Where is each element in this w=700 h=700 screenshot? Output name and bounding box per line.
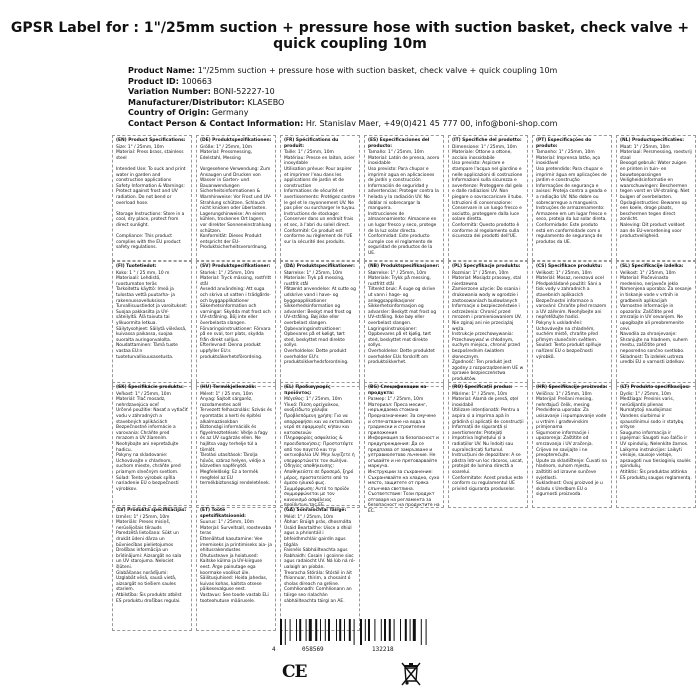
barcode-bar xyxy=(349,619,351,641)
spec-block-heading: (IT) Specifiche del prodotto: xyxy=(452,138,522,143)
info-value: Hr. Stanislav Maer, +49(0)421 45 777 00, info@boni-shop.com xyxy=(305,118,558,128)
barcode-bar xyxy=(365,619,366,641)
spec-block-body: Dimensione: 1" / 25mm, 10m Materiale: Ottone a ottone, acciaio inossidabile Uso previsto: Aspirare e stampare l'acqua nel giardino e nelle applicazioni di costruzione Informazioni sulla sicurezza e avvertenze: Proteggere dal gelo e dalle radiazioni UV. Non piegare o sovraccaricare il tubo. Istruzioni di conservazione: Conservare in un luogo fresco e asciutto, proteggere dalla luce solare diretta. Conformità: Questo prodotto è conforme al regolamento sulla sicurezza dei prodotti dell'UE. xyxy=(452,144,523,240)
spec-block-heading: (DA) Produktspecifikationer: xyxy=(284,264,355,269)
spec-block-heading: (EL) Προδιαγραφές προϊόντος: xyxy=(284,385,331,396)
spec-block-heading: (CS) Specifikace produktu: xyxy=(536,264,603,269)
barcode-bar xyxy=(320,619,321,641)
info-row xyxy=(128,77,688,88)
spec-block-heading: (FI) Tuotetiedot: xyxy=(116,264,157,269)
label-title: GPSR Label for : 1"/25mm suction + pressure hose with suction basket, check valve + quick coupling 10m xyxy=(10,20,690,52)
barcode-bar xyxy=(389,619,391,641)
spec-block-heading: (NB) Produktspesifikasjoner: xyxy=(368,264,440,269)
spec-block-heading: (DE) Produktspezifikationen: xyxy=(200,138,272,143)
barcode-bars xyxy=(280,619,424,645)
info-value: KLASEBO xyxy=(247,97,285,107)
spec-block-heading: (GA) Sonraíochtaí Táirge: xyxy=(284,508,347,513)
barcode-bar xyxy=(384,619,386,641)
spec-block-body: Μέγεθος: 1" / 25mm, 10m Υλικό: Πίεση ορείχαλκου, ανοξείδωτο χάλυβα Προβλεπόμενη χρήση: Για να απορροφήσει και να εκτυπώσει νερό σε εφαρμογές κήπου και κατασκευών Πληροφορίες ασφαλείας & προειδοποιήσεις: Προστατέψτε από τον παγετό και την ακτινοβολία UV. Μην λυγίζετε ή υπερφορτώνετε τον σωλήνα. Οδηγίες αποθήκευσης: Αποθηκεύστε σε δροσερό, ξηρό μέρος, προστατεύστε από το άμεσο ηλιακό φως. Συμμόρφωση: Αυτό το προϊόν συμμορφώνεται με τον κανονισμό ασφάλειας προϊόντων της ΕΕ. xyxy=(284,397,355,509)
spec-block-body: Velikost: 1" / 25mm, 10m Materiál: Mosaz, nerezová ocel Předpokládané použití: Sání a tisk vody v zahradních a stavebních aplikacích Bezpečnostní informace a varování: Chraňte před mrazem a UV zářením. Neohýbejte ani nepřetěžujte hadici. Pokyny k uskladnění: Uchovávejte na chladném, suchém místě, chraňte před přímým slunečním světlem. Soulad: Tento produkt splňuje nařízení EU o bezpečnosti výrobků. xyxy=(536,270,607,360)
barcode-bar xyxy=(290,619,291,641)
info-value: BONI-52227-10 xyxy=(213,87,275,97)
spec-block xyxy=(532,382,612,508)
spec-block-heading: (EN) Product Specifications: xyxy=(116,138,186,143)
spec-block xyxy=(364,135,444,261)
spec-grid-2 xyxy=(112,261,696,387)
barcode-bar xyxy=(285,619,286,645)
info-value: 100663 xyxy=(181,76,212,86)
info-row xyxy=(128,119,688,130)
spec-block xyxy=(196,382,276,508)
barcode-right-digits: 132218 xyxy=(372,646,394,653)
spec-block-heading: (PT) Especificações do produto: xyxy=(536,138,592,149)
spec-block xyxy=(364,382,444,515)
spec-grid-4 xyxy=(112,505,696,631)
barcode-bar xyxy=(339,619,341,641)
barcode-bar xyxy=(344,619,345,641)
spec-block-body: Méret: 1" / 25 mm, 10m Anyag: Sajtolt sárgaréz, rozsdamentes acél Tervezett felhasználás: Szívás és nyomtatás a kerti és építési alkalmazásokban Biztonsági információk és figyelmeztetések: Védje a fagy és az UV sugárzás ellen. Ne hajlítsa vagy terhelje túl a tömlőt. Tárolási utasítások: Tárolja hűvös, száraz helyen, védje a közvetlen napfénytől. Megfelelőség: Ez a termék megfelel az EU termékbiztonsági rendeletének. xyxy=(200,391,272,487)
spec-block-heading: (RO) Specificații produs: xyxy=(452,385,513,390)
barcode-bar xyxy=(309,619,312,641)
spec-block xyxy=(280,382,360,508)
spec-grid-1 xyxy=(112,135,696,261)
spec-block-body: Tamanho: 1" / 25mm, 10m Material: Imprensa latão, aço inoxidável Uso pretendido: Para chupar e imprimir água em aplicações de jardim e construção Informações de segurança e avisos: Proteja contra a geada e a radiação UV. Não dobre ou sobrecarregue a mangueira. Instruções de armazenamento: Armazene em um lugar fresco e seco, proteja da luz solar direta. Conformidade: Este produto está em conformidade com o regulamento de segurança de produtos da UE. xyxy=(536,150,607,245)
spec-block xyxy=(280,505,360,631)
spec-block-body: Размер: 1" / 25mm, 10m Материал: Преса месинг, неръждаема стомана Предназначение: За смучене и отпечатване на вода в градински и строителни приложения Информация за безопасност и предупреждения: Да се предпазва от замръзване и ултравиолетово лъчение. Не огъвайте и не претоварвайте маркуча. Инструкции за съхранение: Съхранявайте на хладно, сухо място, защитете от пряка слънчева светлина. Съответствие: Този продукт отговаря на регламента за безопасност на продуктите на ЕС. xyxy=(368,397,440,515)
spec-block-heading: (ES) Especificaciones del producto: xyxy=(368,138,430,149)
product-info xyxy=(128,66,688,130)
info-value: Germany xyxy=(211,108,249,118)
info-label: Contact Person & Contact Information: xyxy=(128,118,304,128)
spec-block-heading: (LV) Produkta specifikācijas: xyxy=(116,508,187,513)
spec-block xyxy=(280,261,360,387)
spec-block xyxy=(448,382,528,508)
barcode-bar xyxy=(325,619,326,641)
spec-block xyxy=(112,261,192,387)
spec-block-heading: (ET) Toote spetsifikatsioonid: xyxy=(200,508,246,519)
spec-block-body: Suurus: 1" / 25mm, 10m Materjal: Surveltsall, roostevaba teras Ettenähtud kasutamine: Vee imemiseks ja printimiseks aia- ja ehitusrakendustes Ohutusteave ja hoiatused: Kaitske külma ja UV-kiirguse eest. Ärge painutage ega koormake voolikut üle. Säilitusjuhised: Hoida jahedas, kuivas kohas, kaitsta otsese päikesevalguse eest. Vastavus: See toode vastab ELi tooteohutuse määrusele. xyxy=(200,520,272,604)
spec-block-body: Rozmiar: 1" / 25mm, 10m Materiał: Mosiądz prasowy, stal nierdzewna Zamierzone użycie: Do ssania i drukowania wody w ogrodzie i zastosowaniach budowlanych Informacje o bezpieczeństwie i ostrzeżenia: Chronić przed mrozem i promieniowaniem UV. Nie zginaj ani nie przeciążaj węża. Instrukcje przechowywania: Przechowywać w chłodnym, suchym miejscu, chronić przed bezpośrednim światłem słonecznym. Zgodność: Ten produkt jest zgodny z rozporządzeniem UE w sprawie bezpieczeństwa produktów. xyxy=(452,270,524,382)
info-row xyxy=(128,66,688,77)
spec-block-heading: (SK) Špecifikácie produktu: xyxy=(116,385,184,390)
barcode-lead-digit: 4 xyxy=(272,646,276,653)
info-label: Variation Number: xyxy=(128,87,211,97)
spec-block-heading: (BG) Спецификации на продукта: xyxy=(368,385,427,396)
barcode-bar xyxy=(381,619,382,641)
spec-block-body: Size: 1" / 25mm, 10m Material: Press brass, stainless steel Intended Use: To suck and print water in garden and construction applications Safety Information & Warnings: Protect against frost and UV radiation. Do not bend or overload hose. Storage Instructions: Store in a cool, dry place, protect from direct sunlight. Compliance: This product complies with the EU product safety regulations. xyxy=(116,144,186,251)
spec-block-body: Størrelse: 1" / 25mm, 10m Materiale: Tryk på messing, rustfrit stål Påtænkt anvendelse: At sutte og udskrive vand i have- og byggeapplikationer Sikkerhedsinformation og advarsler: Beskyt mod frost og UV-stråling. Bøj ikke eller overbelast slangen. Opbevaringsinstruktioner: Opbevares på et køligt, tørt sted, beskyttet mod direkte sollys. Overholdelse: Dette produkt overholder EU's produktsikkerhedsforordning. xyxy=(284,270,356,366)
spec-block xyxy=(532,261,612,387)
spec-block xyxy=(532,135,612,261)
spec-block-body: Velikost: 1" / 25mm, 10m Material: Pločevinasto medenino, nerjaveče jeklo Namenjena uporaba: Za sesanje in tiskanje vode v vrtnih in gradbenih aplikacijah Varnostne informacije in opozorila: Zaščitite pred zmrzaljo in UV sevanjem. Ne upogibajte ali preobremenite cevi. Navodila za shranjevanje: Shranjujte na hladnem, suhem mestu, zaščitite pred neposredno sončno svetlobo. Skladnost: Ta izdelek ustreza uredbi EU o varnosti izdelkov. xyxy=(620,270,692,366)
spec-block-body: Tamaño: 1" / 25mm, 10m Material: Latón de prensa, acero inoxidable Uso previsto: Para chupar e imprimir agua en aplicaciones de jardín y construcción Información de seguridad y advertencias: Proteger contra la helada y la radiación UV. No doblar ni sobrecargar la manguera. Instrucciones de almacenamiento: Almacene en un lugar fresco y seco, protege de la luz solar directa. Conformidad: Este producto cumple con el reglamento de seguridad de productos de la UE. xyxy=(368,150,440,256)
ce-mark: CE xyxy=(282,662,307,682)
barcode-bar xyxy=(405,619,407,641)
spec-block xyxy=(112,135,192,261)
barcode-bar xyxy=(328,619,330,641)
barcode-bar xyxy=(336,619,337,641)
spec-block-heading: (HR) Specifikacije proizvoda: xyxy=(536,385,608,390)
spec-block xyxy=(112,505,192,631)
spec-block xyxy=(616,382,696,508)
ean-barcode xyxy=(272,619,432,657)
info-row xyxy=(128,98,688,109)
spec-block-heading: (SV) Produktspecifikationer: xyxy=(200,264,271,269)
info-label: Product Name: xyxy=(128,66,196,75)
info-value: 1"/25mm suction + pressure hose with suction basket, check valve + quick coupling 10m xyxy=(197,66,558,75)
spec-block-heading: (FR) Spécifications du produit: xyxy=(284,138,339,149)
barcode-bar xyxy=(426,619,427,645)
spec-block-body: Maat: 1" / 25mm, 10m Materiaal: Persmessing, roestvrij staal Beoogd gebruik: Water zuigen en printen in tuin- en bouwtoepassingen Veiligheidsinformatie en waarschuwingen: Beschermen tegen vorst en UV-straling. Niet buigen of overbelasten. Opslaginstructies: Bewaren op een koele, droge plaats, beschermen tegen direct zonlicht. Naleving: Dit product voldoet aan de EU-verordening voor productveiligheid. xyxy=(620,144,692,240)
spec-block-body: Mărime: 1" / 25mm, 10m Material: Alamă de presă, oțel inoxidabil Utilizare intenționată: Pentru a aspira și a imprima apă în grădină și aplicații de construcții Informații de siguranță și avertismente: Protejați împotriva înghețului și a radiațiilor UV. Nu îndoiți sau supraîncărcați furtunul. Instrucțiuni de depozitare: A se păstra într-un loc răcoros, uscat, protejat de lumina directă a soarelui. Conformitate: Acest produs este conform cu regulamentul UE privind siguranța produselor. xyxy=(452,391,524,492)
spec-block xyxy=(448,261,528,387)
spec-block-heading: (HU) Termékjellemzők: xyxy=(200,385,257,390)
barcode-bar xyxy=(374,619,375,641)
spec-block xyxy=(616,261,696,387)
spec-block xyxy=(280,135,360,261)
barcode-bar xyxy=(296,619,297,641)
spec-block xyxy=(196,135,276,261)
crossed-out-wheelie-bin-icon xyxy=(400,660,422,688)
barcode-bar xyxy=(413,619,416,641)
spec-block xyxy=(616,135,696,261)
info-label: Manufacturer/Distributor: xyxy=(128,97,245,107)
barcode-bar xyxy=(280,619,282,645)
spec-block-body: Größe: 1" / 25mm, 10m Material: Pressmessing, Edelstahl, Messing Vorgesehene Verwendung: Zum Ansaugen und Drucken von Wasser in Garten- und Bauanwendungen Sicherheitsinformationen & Warnhinweise: Vor Frost und UV-Strahlung schützen. Schlauch nicht knicken oder überlasten. Lagerungshinweise: An einem kühlen, trockenen Ort lagern, vor direkter Sonneneinstrahlung schützen. Konformität: Dieses Produkt entspricht der EU-Produktsicherheitsverordnung. xyxy=(200,144,272,251)
info-label: Product ID: xyxy=(128,76,179,86)
info-row xyxy=(128,87,688,98)
barcode-bar xyxy=(299,619,301,641)
barcode-left-digits: 058569 xyxy=(302,646,324,653)
spec-block-body: Storlek: 1" / 25mm, 10m Material: Tryck mässing, rostfritt stål Avsedd användning: Att suga och skriva ut vatten i trädgårds- och byggapplikationer Säkerhetsinformation och varningar: Skydda mot frost och UV-strålning. Böj inte eller överbelasta slangen. Förvaringsinstruktioner: Förvara på en sval, torr plats, skydda från direkt solljus. Efterlevnad: Denna produkt uppfyller EU:s produktsäkerhetsförordning. xyxy=(200,270,272,360)
info-row xyxy=(128,108,688,119)
spec-block-body: Méid: 1" / 25mm, 10m Ábhar: Brúigh prás, dhosmálta Úsáid Beartaithe: Uisce a dhiúl agus a phriontáil i bhfeidhmchláir gairdín agus tógála Faisnéis Sábháilteachta agus Rabhaidh: Cosain i gcoinne sioc agus radaíocht UV. Ná lúb ná ró-ualaigh an píobán. Treoracha Stórála: Stóráil in áit fhionnuar, thirim, a chosaint ó sholas díreach na gréine. Comhlíonadh: Comhlíonann an táirge seo rialachán sábháilteachta táirgí an AE. xyxy=(284,514,356,604)
info-label: Country of Origin: xyxy=(128,108,210,118)
barcode-bar xyxy=(410,619,411,641)
spec-block-body: Dydis: 1" / 25mm, 10m Medžiaga: Presinis varis, nerūdijantis plienas Numatytoji naudojimas: Vandens siurbimui ir spausdinimui sodo ir statybų srityse Saugumo informacija ir įspėjimai: Saugoti nuo šalčio ir UV spindulių. Nelenkite žarnos. Laikymo instrukcijos: Laikyti vėsioje, sausoje vietoje, apsaugoti nuo tiesioginių saulės spindulių. Atitiktis: Šis produktas atitinka ES produktų saugos reglamentą. xyxy=(620,391,692,481)
spec-block-body: Koko: 1 " / 25 mm, 10 m Materiaali: Lehdistö, ruostumaton teräs Tarkoitettu käyttö: Imeä ja tulostaa vettä puutarha- ja rakennussovelluksissa Turvallisuustiedot ja varoitukset: Suojaa pakkasilta ja UV-säteilyltä. Älä taivuta tai ylikuormita letkua. Säilytysohjeet: Säilytä viileässä, kuivassa paikassa, suojaa suoralta auringonvalolta. Noudattaminen: Tämä tuote vastaa EU:n tuoteturvallisuusasetusta. xyxy=(116,270,188,360)
spec-block-body: Veličina: 1" / 25mm, 10m Materijal: Prešani mesing, nehrđajući čelik, mesing Predviđena uporaba: Za usisavanje i ispumpavanje vode u vrtnim i građevinskim primjenama Sigurnosne informacije i upozorenja: Zaštitite od smrzavanja i UV zračenja. Crijevo ne savijajte i ne preopterećujte. Upute za skladištenje: Čuvati na hladnom, suhom mjestu, zaštititi od izravne sunčeve svjetlosti. Sukladnost: Ovaj proizvod je u skladu s Uredbom EU o sigurnosti proizvoda. xyxy=(536,391,607,498)
spec-block xyxy=(196,261,276,387)
spec-block-body: Izmērs: 1" / 25mm, 10m Materiāls: Preses misiņš, nerūsējošais tērauds Paredzētā lietošana: Sūkt un drukāt ūdeni dārza un būvniecības pielietojumos Drošības informācija un brīdinājumi: Aizsargāt no sala un UV starojuma. Nelociet šļūteni. Glabāšanas norādījumi: Uzglabāt vēsā, sausā vietā, aizsargāt no tiešiem saules stariem. Atbilstība: Šis produkts atbilst ES produktu drošības regulai. xyxy=(116,514,182,604)
barcode-bar xyxy=(315,619,317,641)
spec-block-heading: (LT) Produkto specifikacijos: xyxy=(620,385,690,390)
spec-block-body: Størrelse: 1" / 25mm, 10m Materiale: Trykk på messing, rustfritt stål Tiltenkt bruk: Å suge og skrive ut vann i hage- og anleggsapplikasjoner Sikkerhetsinformasjon og advarsler: Beskytt mot frost og UV-stråling. Ikke bøy eller overbelast slangen. Lagringsinstruksjoner: Oppbevares på et kjølig, tørt sted, beskyttet mot direkte sollys. Overholdelse: Dette produktet overholder EUs forskrift om produktsikkerhet. xyxy=(368,270,437,366)
barcode-bar xyxy=(354,619,355,645)
spec-block xyxy=(112,382,192,508)
spec-block-body: Veľkosť: 1" / 25mm, 10m Materiál: Tlač mosadz, nehrdzavejúca oceľ Určené použitie: Nasať a vytlačiť vodu v záhradných a stavebných aplikáciách Bezpečnostné informácie a varovania: Chráňte pred mrazom a UV žiarením. Neohýbajte ani nepreťažujte hadicu. Pokyny na skladovanie: Uchovávajte v chladnom, suchom mieste, chráňte pred priamym slnečným svetlom. Súlad: Tento výrobok spĺňa nariadenie EÚ o bezpečnosti výrobkov. xyxy=(116,391,188,492)
spec-block-heading: (NL) Productspecificaties: xyxy=(620,138,684,143)
spec-block-heading: (SL) Specifikacije izdelka: xyxy=(620,264,684,269)
barcode-bar xyxy=(394,619,395,641)
barcode-bar xyxy=(421,619,422,645)
spec-block xyxy=(196,505,276,631)
spec-block xyxy=(448,135,528,261)
barcode-bar xyxy=(368,619,370,641)
spec-block-heading: (PL) Specyfikacje produktu: xyxy=(452,264,521,269)
barcode-bar xyxy=(360,619,362,645)
barcode-bar xyxy=(306,619,307,641)
spec-block-body: Taille: 1" / 25mm, 10m Matériau: Presse en laiton, acier inoxydable Utilisation prévue: Pour aspirer et imprimer l'eau dans les applications de jardin et de construction Informations de sécurité et avertissements: Protégez contre le gel et le rayonnement UV. Ne pas plier ou surcharger le tuyau. Instructions de stockage: Conserver dans un endroit frais et sec, à l'abri du soleil direct. Conformité: Ce produit est conforme au règlement de l'UE sur la sécurité des produits. xyxy=(284,150,356,245)
barcode-bar xyxy=(400,619,401,641)
spec-block xyxy=(364,261,444,387)
